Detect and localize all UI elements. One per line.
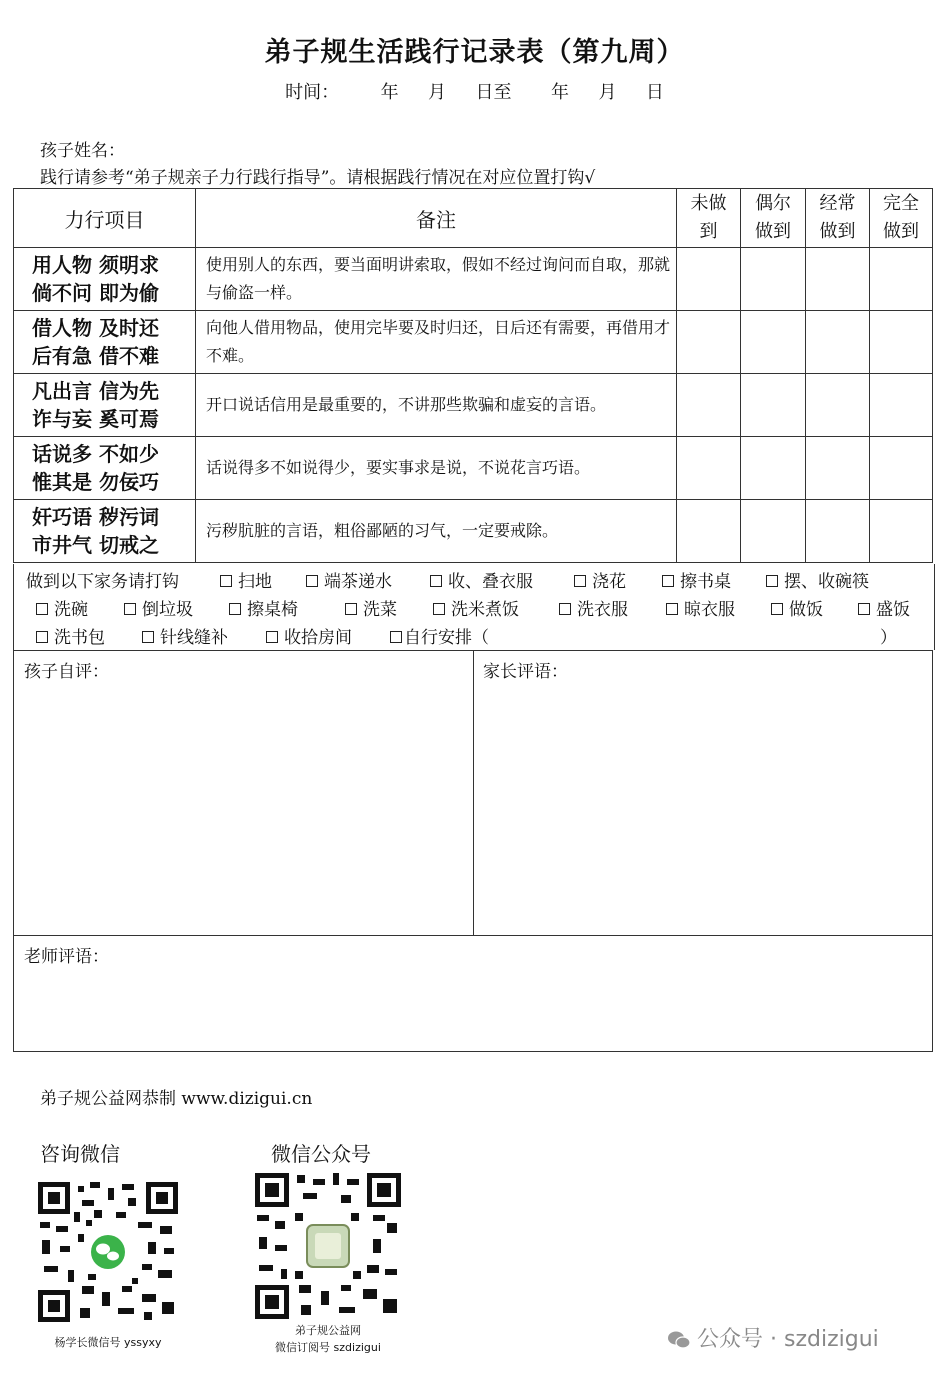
checkbox-icon[interactable]: [858, 603, 870, 615]
chore-item[interactable]: 擦书桌: [662, 567, 731, 592]
verse-cell: 用人物 须明求 倘不问 即为偷: [14, 248, 196, 311]
date-year-2: 年: [550, 82, 569, 103]
parent-eval-label: 家长评语：: [483, 662, 568, 682]
check-cell-occasionally[interactable]: [741, 311, 806, 374]
check-cell-not-done[interactable]: [677, 437, 741, 500]
header-not-done: 未做 到: [677, 189, 741, 248]
chore-item[interactable]: 摆、收碗筷: [766, 567, 869, 592]
checkbox-icon[interactable]: [36, 631, 48, 643]
check-cell-often[interactable]: [806, 374, 870, 437]
check-cell-fully[interactable]: [870, 437, 933, 500]
table-row: [14, 500, 933, 563]
note-cell: 开口说话信用是最重要的，不讲那些欺骗和虚妄的言语。: [196, 374, 677, 437]
checkbox-icon[interactable]: [124, 603, 136, 615]
check-cell-often[interactable]: [806, 500, 870, 563]
verse-cell: 借人物 及时还 后有急 借不难: [14, 311, 196, 374]
teacher-eval-box: [13, 935, 933, 1052]
header-often: 经常 做到: [806, 189, 870, 248]
date-day-1: 日至: [475, 82, 512, 103]
checkbox-icon[interactable]: [766, 575, 778, 587]
check-cell-not-done[interactable]: [677, 248, 741, 311]
chore-item[interactable]: 洗衣服: [559, 595, 628, 620]
page-title: 弟子规生活践行记录表（第九周）: [264, 37, 685, 68]
checkbox-icon[interactable]: [142, 631, 154, 643]
table-row: [14, 437, 933, 500]
check-cell-fully[interactable]: [870, 248, 933, 311]
check-cell-occasionally[interactable]: [741, 437, 806, 500]
verse-cell: 话说多 不如少 惟其是 勿佞巧: [14, 437, 196, 500]
header-item: 力行项目: [14, 189, 196, 248]
checkbox-icon[interactable]: [771, 603, 783, 615]
check-cell-not-done[interactable]: [677, 311, 741, 374]
evaluation-divider: [473, 651, 474, 935]
checkbox-icon[interactable]: [266, 631, 278, 643]
note-cell: 使用别人的东西，要当面明讲索取，假如不经过询问而自取，那就与偷盗一样。: [196, 248, 677, 311]
verse-cell: 奸巧语 秽污词 市井气 切戒之: [14, 500, 196, 563]
time-label: 时间：: [285, 82, 340, 103]
wechat-qr-code: [38, 1182, 178, 1322]
checkbox-icon[interactable]: [390, 631, 402, 643]
checkbox-icon[interactable]: [220, 575, 232, 587]
chore-item-self[interactable]: 自行安排（: [390, 623, 489, 648]
checkbox-icon[interactable]: [433, 603, 445, 615]
check-cell-occasionally[interactable]: [741, 248, 806, 311]
table-header-row: [14, 189, 933, 248]
footer-site: 弟子规公益网恭制 www.dizigui.cn: [40, 1089, 313, 1109]
official-label: 微信公众号: [271, 1142, 371, 1166]
checkbox-icon[interactable]: [559, 603, 571, 615]
child-name-label: 孩子姓名：: [40, 141, 125, 161]
chore-item[interactable]: 做饭: [771, 595, 823, 620]
child-eval-label: 孩子自评：: [24, 662, 109, 682]
chore-item[interactable]: 针线缝补: [142, 623, 228, 648]
chores-section: [13, 564, 935, 650]
checkbox-icon[interactable]: [662, 575, 674, 587]
checkbox-icon[interactable]: [430, 575, 442, 587]
table-row: [14, 248, 933, 311]
chore-item[interactable]: 浇花: [574, 567, 626, 592]
official-caption-1: 弟子规公益网: [295, 1324, 361, 1337]
date-day-2: 日: [645, 82, 664, 103]
check-cell-occasionally[interactable]: [741, 374, 806, 437]
chore-item[interactable]: 收拾房间: [266, 623, 352, 648]
instruction-text: 践行请参考“弟子规亲子力行践行指导”。请根据践行情况在对应位置打钩√: [40, 168, 596, 188]
close-paren: ）: [880, 628, 897, 648]
consult-label: 咨询微信: [40, 1142, 120, 1166]
check-cell-often[interactable]: [806, 248, 870, 311]
date-line: [0, 78, 949, 104]
teacher-eval-label: 老师评语：: [24, 947, 109, 967]
checkbox-icon[interactable]: [229, 603, 241, 615]
chore-item[interactable]: 盛饭: [858, 595, 910, 620]
chores-label: 做到以下家务请打钩: [26, 572, 179, 592]
checkbox-icon[interactable]: [306, 575, 318, 587]
note-cell: 话说得多不如说得少，要实事求是说，不说花言巧语。: [196, 437, 677, 500]
chore-item[interactable]: 扫地: [220, 567, 272, 592]
official-caption-2: 微信订阅号 szdizigui: [275, 1341, 381, 1354]
chore-item[interactable]: 洗书包: [36, 623, 105, 648]
header-fully: 完全 做到: [870, 189, 933, 248]
checkbox-icon[interactable]: [36, 603, 48, 615]
consult-caption: 杨学长微信号 yssyxy: [54, 1336, 162, 1349]
official-account-qr-code: [255, 1173, 401, 1319]
chore-item[interactable]: 洗碗: [36, 595, 88, 620]
chore-item[interactable]: 洗米煮饭: [433, 595, 519, 620]
check-cell-fully[interactable]: [870, 374, 933, 437]
chore-item[interactable]: 擦桌椅: [229, 595, 298, 620]
table-row: [14, 374, 933, 437]
check-cell-not-done[interactable]: [677, 500, 741, 563]
note-cell: 向他人借用物品，使用完毕要及时归还，日后还有需要，再借用才不难。: [196, 311, 677, 374]
chore-item[interactable]: 洗菜: [345, 595, 397, 620]
date-year-1: 年: [380, 82, 399, 103]
date-month-2: 月: [598, 82, 617, 103]
chore-item[interactable]: 收、叠衣服: [430, 567, 533, 592]
date-month-1: 月: [428, 82, 447, 103]
checkbox-icon[interactable]: [345, 603, 357, 615]
verse-cell: 凡出言 信为先 诈与妄 奚可焉: [14, 374, 196, 437]
evaluation-box: [13, 650, 933, 936]
check-cell-fully[interactable]: [870, 500, 933, 563]
checkbox-icon[interactable]: [666, 603, 678, 615]
chore-item[interactable]: 晾衣服: [666, 595, 735, 620]
check-cell-not-done[interactable]: [677, 374, 741, 437]
practice-table: [13, 188, 933, 563]
check-cell-often[interactable]: [806, 437, 870, 500]
chore-item[interactable]: 端茶递水: [306, 567, 392, 592]
check-cell-often[interactable]: [806, 311, 870, 374]
table-row: [14, 311, 933, 374]
header-occasionally: 偶尔 做到: [741, 189, 806, 248]
watermark: 公众号 · szdizigui: [667, 1322, 879, 1353]
check-cell-fully[interactable]: [870, 311, 933, 374]
check-cell-occasionally[interactable]: [741, 500, 806, 563]
wechat-icon: [667, 1330, 691, 1350]
checkbox-icon[interactable]: [574, 575, 586, 587]
note-cell: 污秽肮脏的言语，粗俗鄙陋的习气，一定要戒除。: [196, 500, 677, 563]
chore-item[interactable]: 倒垃圾: [124, 595, 193, 620]
header-note: 备注: [196, 189, 677, 248]
